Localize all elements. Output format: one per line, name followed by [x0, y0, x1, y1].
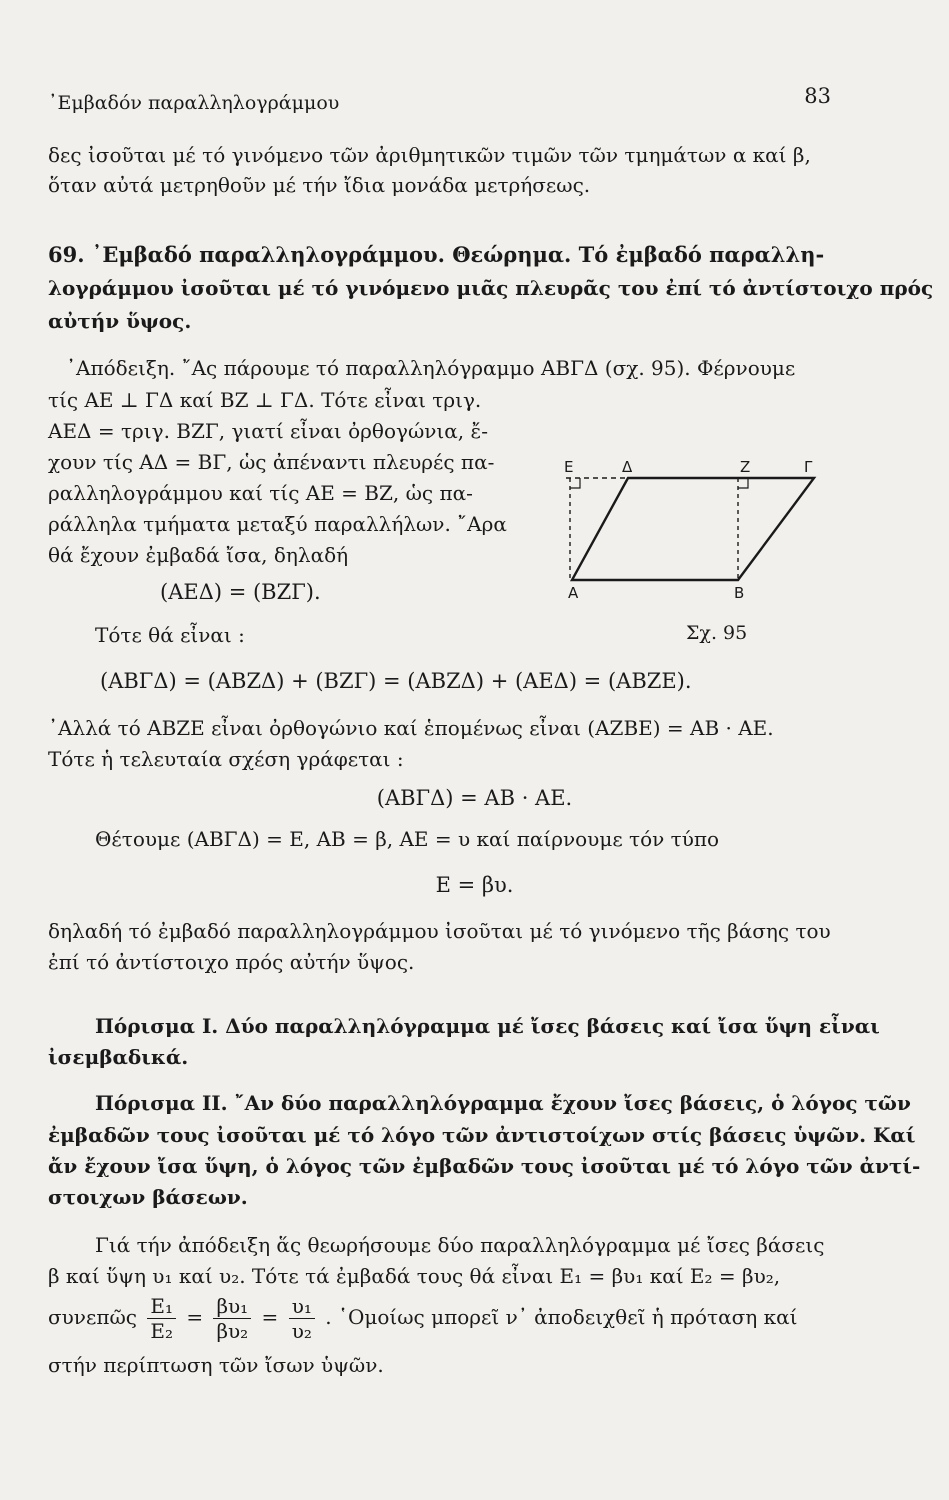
point-label-d: Δ — [622, 458, 633, 476]
corollary-line: ἰσεμβαδικά. — [48, 1045, 189, 1069]
equation: Ε = βυ. — [435, 873, 514, 897]
figure-caption: Σχ. 95 — [686, 622, 748, 644]
proof-line: ΑΕΔ = τριγ. ΒΖΓ, γιατί εἶναι ὀρθογώνια, ἔ- — [48, 419, 488, 443]
text-line: ἐπί τό ἀντίστοιχο πρός αὐτήν ὕψος. — [48, 950, 415, 974]
equation: (ΑΒΓΔ) = ΑΒ · ΑΕ. — [376, 786, 573, 810]
point-label-e: Ε — [564, 458, 574, 476]
fraction-denominator: υ₂ — [291, 1319, 312, 1343]
point-label-g: Γ — [804, 458, 813, 476]
proof-line: θά ἔχουν ἐμβαδά ἴσα, δηλαδή — [48, 543, 349, 567]
fraction — [147, 1294, 176, 1343]
proof-line: ραλληλογράμμου καί τίς ΑΕ = ΒΖ, ὡς πα- — [48, 481, 473, 505]
fraction-numerator: Ε₁ — [147, 1294, 176, 1319]
fraction-denominator: Ε₂ — [150, 1319, 173, 1343]
text-fragment: συνεπῶς — [48, 1305, 137, 1329]
proof-line: τίς ΑΕ ⊥ ΓΔ καί ΒΖ ⊥ ΓΔ. Τότε εἶναι τριγ. — [48, 388, 482, 412]
point-label-a: Α — [568, 584, 579, 602]
parallelogram-abgd — [572, 478, 814, 580]
fraction-line: συνεπῶς $\frac{\text{Ε₁}}{\text{Ε₂}}$ = $\frac{\text{βυ₁}}{\text{βυ₂}}$ = $\frac{\text{υ₁}}{\text{υ₂}}$ . ῾Ομοίως μπορεῖ ν᾽ ἀποδειχθεῖ ἡ πρόταση καί — [48, 1294, 798, 1343]
theorem-line: αὐτήν ὕψος. — [48, 309, 192, 333]
text-line: ὅταν αὐτά μετρηθοῦν μέ τήν ἴδια μονάδα μετρήσεως. — [48, 173, 591, 197]
text-line: δες ἰσοῦται μέ τό γινόμενο τῶν ἀριθμητικῶν τιμῶν τῶν τμημάτων α καί β, — [48, 143, 811, 167]
proof-line: ράλληλα τμήματα μεταξύ παραλλήλων. ῎Αρα — [48, 512, 507, 536]
fraction-denominator: βυ₂ — [216, 1319, 249, 1343]
point-label-z: Ζ — [740, 458, 751, 476]
parallelogram-diagram — [558, 458, 828, 618]
theorem-line: λογράμμου ἰσοῦται μέ τό γινόμενο μιᾶς πλευρᾶς του ἐπί τό ἀντίστοιχο πρός — [48, 276, 934, 300]
fraction — [213, 1294, 251, 1343]
text-line: Θέτουμε (ΑΒΓΔ) = Ε, ΑΒ = β, ΑΕ = υ καί παίρνουμε τόν τύπο — [95, 827, 720, 851]
theorem-heading: 69. ᾽Εμβαδό παραλληλογράμμου. Θεώρημα. Τό ἐμβαδό παραλλη- — [48, 242, 825, 267]
text-line: ᾽Αλλά τό ΑΒΖΕ εἶναι ὀρθογώνιο καί ἑπομένως εἶναι (ΑΖΒΕ) = ΑΒ · ΑΕ. — [48, 716, 774, 740]
equation: (ΑΕΔ) = (ΒΖΓ). — [160, 580, 321, 604]
text-line: β καί ὕψη υ₁ καί υ₂. Τότε τά ἐμβαδά τους θά εἶναι Ε₁ = βυ₁ καί Ε₂ = βυ₂, — [48, 1264, 781, 1288]
text-line: δηλαδή τό ἐμβαδό παραλληλογράμμου ἰσοῦται μέ τό γινόμενο τῆς βάσης του — [48, 919, 831, 943]
corollary-heading: Πόρισμα ΙΙ. ῎Αν δύο παραλληλόγραμμα ἔχουν ἴσες βάσεις, ὁ λόγος τῶν — [95, 1091, 911, 1115]
corollary-line: στοιχων βάσεων. — [48, 1185, 248, 1209]
fraction-numerator: υ₁ — [289, 1294, 315, 1319]
fraction — [289, 1294, 315, 1343]
equation: (ΑΒΓΔ) = (ΑΒΖΔ) + (ΒΖΓ) = (ΑΒΖΔ) + (ΑΕΔ) = (ΑΒΖΕ). — [100, 669, 692, 693]
proof-line: χουν τίς ΑΔ = ΒΓ, ὡς ἀπέναντι πλευρές πα- — [48, 450, 495, 474]
running-header: ᾽Εμβαδόν παραλληλογράμμου — [48, 92, 340, 114]
page-number: 83 — [804, 84, 831, 108]
right-angle-mark — [738, 478, 748, 488]
corollary-line: ἄν ἔχουν ἴσα ὕψη, ὁ λόγος τῶν ἐμβαδῶν τους ἰσοῦται μέ τό λόγο τῶν ἀντί- — [48, 1154, 921, 1178]
text-line: Γιά τήν ἀπόδειξη ἅς θεωρήσουμε δύο παραλληλόγραμμα μέ ἴσες βάσεις — [95, 1233, 825, 1257]
fraction-numerator: βυ₁ — [213, 1294, 251, 1319]
point-label-b: Β — [734, 584, 745, 602]
right-angle-mark — [570, 478, 580, 488]
text-line: στήν περίπτωση τῶν ἴσων ὑψῶν. — [48, 1353, 384, 1377]
corollary-heading: Πόρισμα Ι. Δύο παραλληλόγραμμα μέ ἴσες βάσεις καί ἴσα ὕψη εἶναι — [95, 1014, 880, 1038]
corollary-line: ἐμβαδῶν τους ἰσοῦται μέ τό λόγο τῶν ἀντιστοίχων στίς βάσεις ὑψῶν. Καί — [48, 1123, 916, 1147]
text-line: Τότε ἡ τελευταία σχέση γράφεται : — [48, 747, 404, 771]
text-fragment: . ῾Ομοίως μπορεῖ ν᾽ ἀποδειχθεῖ ἡ πρόταση καί — [325, 1305, 798, 1329]
text-line: Τότε θά εἶναι : — [95, 623, 245, 647]
proof-line: ᾽Απόδειξη. ῎Ας πάρουμε τό παραλληλόγραμμο ΑΒΓΔ (σχ. 95). Φέρνουμε — [66, 356, 796, 380]
figure-95 — [558, 458, 828, 658]
